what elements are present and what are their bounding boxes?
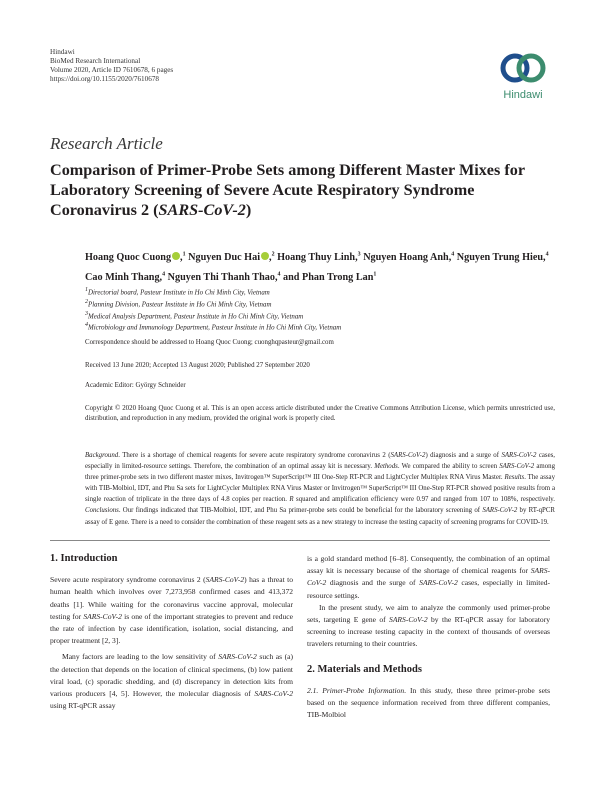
journal-name: BioMed Research International: [50, 57, 141, 65]
body-text: . In this study, these three primer-probe sets based on the sequence information received from three different companies, TIB-Molbiol: [307, 685, 551, 720]
body-text: ) has a threat to human health which involves over 7,273,958 confirmed cases and 413,372 deaths [1]. While waiting for the coronavirus vaccine approval, molecular testing for: [50, 575, 293, 621]
author: [363, 252, 457, 263]
author: [302, 272, 376, 283]
copyright: Copyright © 2020 Hoang Quoc Cuong et al. This is an open access article distributed under the Creative Commons Attribution License, which permits unrestricted use, distribution, and reproduction in any medium, provided the original work is properly cited.: [85, 405, 555, 422]
dates: Received 13 June 2020; Accepted 13 August 2020; Published 27 September 2020: [85, 362, 310, 369]
virus-name: SARS-CoV-2: [307, 566, 550, 588]
body-text: such as (a) the detection that depends on the location of clinical specimens, (b) low patient viral load, (c) sporadic shedding, and (d) discrepancy in detection kits from various producers [4, 5]. However, the molecular diagnosis of: [50, 652, 293, 699]
body-text: diagnosis and the surge of: [326, 578, 420, 588]
virus-name: SARS-CoV-2: [254, 689, 293, 699]
body-text: cases, especially in limited-resource settings.: [307, 578, 550, 600]
publisher-name: Hindawi: [50, 48, 75, 56]
doi-link[interactable]: https://doi.org/10.1155/2020/7610678: [50, 75, 160, 83]
r-symbol: R: [289, 496, 294, 504]
orcid-icon[interactable]: [172, 252, 180, 260]
affiliation-number: 2: [85, 298, 88, 305]
correspondence: Correspondence should be addressed to Hoang Quoc Cuong; cuonghqpasteur@gmail.com: [85, 339, 334, 346]
affiliation-number: 4: [162, 271, 166, 278]
virus-name: SARS-CoV-2: [83, 611, 122, 621]
author-list: [85, 247, 555, 286]
author: [188, 252, 277, 263]
intro-paragraph-3: [307, 553, 550, 602]
abstract-text: by RT-qPCR assay of E gene. There is a need to consider the combination of these reagent sets as a new strategy to increase the testing capacity of screening programs for COVID-19.: [85, 507, 555, 526]
article-type: Research Article: [50, 134, 163, 153]
comma: ,: [180, 252, 183, 264]
left-column: [50, 553, 293, 712]
body-text: using RT-qPCR assay: [50, 701, 116, 711]
virus-name: SARS-CoV-2: [389, 615, 428, 625]
comma: ,: [448, 252, 452, 264]
virus-name: SARS-CoV-2: [419, 578, 458, 588]
author: [85, 252, 188, 263]
affiliation-number: 4: [277, 271, 281, 278]
virus-name: SARS-CoV-2: [390, 452, 426, 459]
affiliation-number: 3: [357, 252, 361, 258]
author-name[interactable]: Nguyen Thi Thanh Thao: [167, 271, 275, 283]
comma: ,: [159, 271, 163, 283]
subsection-title: 2.1. Primer-Probe Information: [307, 685, 405, 695]
affiliation-number: 4: [451, 252, 455, 258]
affiliation-text: Directorial board, Pasteur Institute in Ho Chi Minh City, Vietnam: [88, 289, 270, 297]
author: [85, 272, 168, 283]
section-divider: [50, 540, 550, 541]
abstract-text: . The assay with TIB-Molbiol, IDT, and Phu Sa sets for LightCycler Multiplex RNA Virus Master or Invitrogen™ SuperScript™ III One-Step RT-PCR showed positive results from a single reaction of triplicate in the three days of 4.8 copies per reaction.: [85, 474, 555, 504]
introduction-heading: 1. Introduction: [50, 553, 118, 564]
author-separator: and: [280, 271, 303, 283]
author-name[interactable]: Hoang Quoc Cuong: [85, 252, 172, 264]
article-title: [50, 160, 550, 220]
conclusions-label: Conclusions: [85, 507, 119, 515]
author: [168, 272, 302, 283]
right-column: [307, 553, 550, 721]
methods-label: Methods: [374, 463, 398, 471]
intro-paragraph-2: [50, 651, 293, 712]
logo-wordmark: Hindawi: [503, 89, 543, 101]
academic-editor: Academic Editor: György Schneider: [85, 382, 186, 389]
comma: ,: [543, 252, 546, 264]
virus-name: SARS-CoV-2: [499, 463, 535, 471]
title-virus: SARS-CoV-2: [158, 201, 246, 219]
affiliation-number: 4: [545, 252, 549, 258]
virus-name: SARS-CoV-2: [501, 452, 537, 459]
affiliation-number: 4: [85, 322, 88, 329]
methods-paragraph: [307, 685, 550, 722]
volume-line: Volume 2020, Article ID 7610678, 6 pages: [50, 66, 174, 74]
hindawi-logo: [497, 50, 549, 101]
title-main: Comparison of Primer-Probe Sets among Different Master Mixes for Laboratory Screening of Severe Acute Respiratory Syndrome Coronavirus 2 (: [50, 161, 525, 219]
author: [457, 252, 549, 263]
results-label: Results: [504, 474, 525, 482]
author: [277, 252, 363, 263]
intro-paragraph-1: [50, 574, 293, 647]
body-text: Severe acute respiratory syndrome coronavirus 2 (: [50, 575, 206, 585]
body-text: In the present study, we aim to analyze the commonly used primer-probe sets, targeting E gene of: [307, 602, 550, 625]
affiliation-number: 3: [85, 310, 88, 317]
abstract: [85, 450, 555, 528]
author-name[interactable]: Nguyen Duc Hai: [188, 252, 261, 264]
author-name[interactable]: Nguyen Trung Hieu: [456, 252, 544, 264]
affiliation-number: 1: [182, 252, 186, 258]
author-name[interactable]: Cao Minh Thang: [85, 271, 160, 283]
virus-name: SARS-CoV-2: [218, 652, 257, 662]
body-text: Many factors are leading to the low sensitivity of: [62, 652, 219, 662]
abstract-text: squared and amplification efficiency were 0.97 and ranged from 107 to 108%, respectively.: [293, 496, 555, 504]
author-name[interactable]: Phan Trong Lan: [302, 271, 374, 283]
affiliation-number: 2: [271, 252, 275, 258]
abstract-text: . Our findings indicated that TIB-Molbiol, IDT, and Phu Sa primer-probe sets could be beneficial for the laboratory screening of: [118, 507, 483, 515]
methods-heading: 2. Materials and Methods: [307, 663, 422, 675]
hindawi-logo-icon: [498, 50, 548, 86]
abstract-text: cases, especially in limited-resource settings. Therefore, the combination of an optimal assay kit is necessary.: [85, 452, 555, 471]
intro-paragraph-4: [307, 602, 550, 651]
body-text: by the RT-qPCR assay for laboratory screening to increase testing capacity in the context of thousands of overseas travelers returning to their countries.: [307, 615, 550, 649]
virus-name: SARS-CoV-2: [205, 575, 245, 585]
abstract-text: . We compared the ability to screen: [397, 463, 500, 471]
body-text: is one of the important strategies to prevent and reduce the rate of infection by case identification, isolation, social distancing, and proper treatment [2, 3].: [50, 611, 293, 646]
comma: ,: [269, 252, 272, 264]
title-close: ): [245, 201, 252, 219]
affiliation-text: Medical Analysis Department, Pasteur Institute in Ho Chi Minh City, Vietnam: [88, 312, 304, 320]
abstract-text: ) diagnosis and a surge of: [425, 452, 502, 459]
author-name[interactable]: Nguyen Hoang Anh: [363, 252, 449, 264]
comma: ,: [355, 252, 358, 264]
affiliation: [85, 319, 555, 334]
abstract-text: . There is a shortage of chemical reagents for severe acute respiratory syndrome coronavirus 2 (: [118, 452, 391, 459]
affiliation-number: 1: [373, 271, 377, 278]
orcid-icon[interactable]: [261, 252, 269, 260]
virus-name: SARS-CoV-2: [482, 507, 518, 515]
background-label: Background: [85, 452, 119, 459]
author-name[interactable]: Hoang Thuy Linh: [277, 252, 356, 264]
journal-metadata: [50, 48, 173, 84]
body-text: is a gold standard method [6–8]. Consequently, the combination of an optimal assay kit is necessary because of the shortage of chemical reagents for: [307, 554, 550, 576]
affiliation-number: 1: [85, 287, 88, 293]
affiliation-text: Planning Division, Pasteur Institute in Ho Chi Minh City, Vietnam: [88, 301, 272, 309]
comma: ,: [274, 271, 278, 283]
affiliation-text: Microbiology and Immunology Department, Pasteur Institute in Ho Chi Minh City, Vietnam: [88, 324, 342, 332]
abstract-text: among three primer-probe sets in two different master mixes, Invitrogen™ SuperScript™ III One-Step RT-PCR and LightCycler Multiplex RNA Virus Master.: [85, 463, 555, 482]
